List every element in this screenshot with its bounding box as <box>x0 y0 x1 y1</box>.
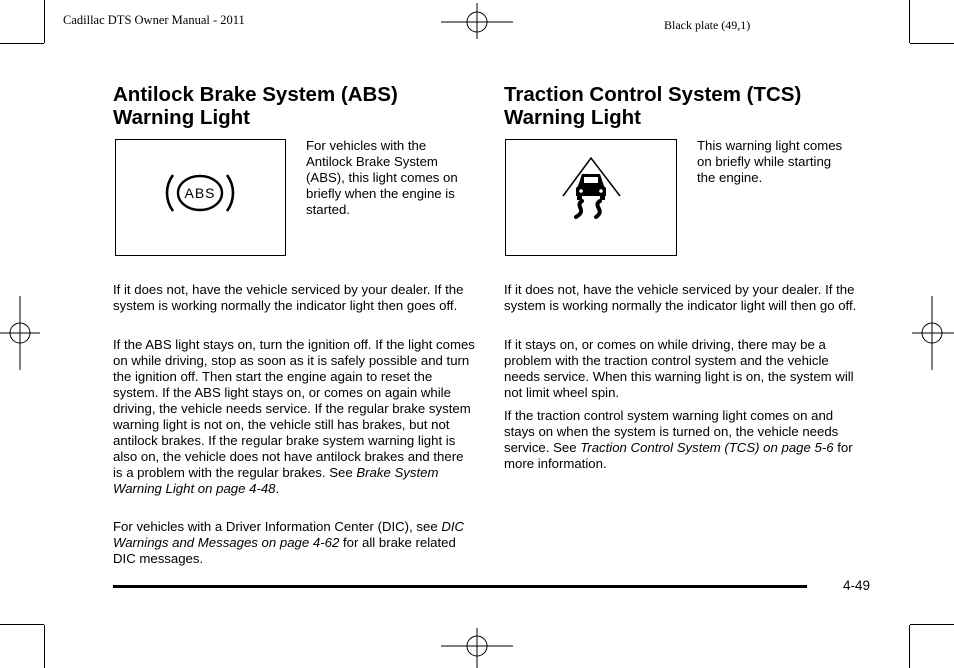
footer-rule <box>113 585 807 588</box>
crop-mark <box>909 0 910 43</box>
abs-warning-icon <box>116 140 285 255</box>
abs-paragraph-3 <box>113 519 475 567</box>
page-number: 4-49 <box>843 578 871 593</box>
tcs-paragraph-2: If it stays on, or comes on while driving, there may be a problem with the traction control system and the vehicle needs service. When this warning light is on, the system will not limit wheel spin. <box>504 337 854 400</box>
crop-mark <box>0 43 44 44</box>
header-manual-title: Cadillac DTS Owner Manual - 2011 <box>63 13 245 27</box>
registration-mark-icon <box>912 296 954 370</box>
header-plate-info: Black plate (49,1) <box>664 18 751 32</box>
abs-side-line: briefly when the engine is <box>306 186 455 201</box>
abs-icon-label: ABS <box>184 185 216 201</box>
crop-mark <box>44 625 45 668</box>
traction-control-warning-icon <box>506 140 676 255</box>
tcs-side-text <box>697 138 842 186</box>
abs-p2-end: . <box>275 481 280 496</box>
abs-side-line: Antilock Brake System <box>306 154 438 169</box>
abs-side-line: For vehicles with the <box>306 138 427 153</box>
tcs-title-line2: Warning Light <box>504 106 642 129</box>
tcs-paragraph-3 <box>504 408 866 472</box>
crop-mark <box>44 0 45 43</box>
tcs-section-title <box>504 83 801 129</box>
abs-side-line: started. <box>306 202 350 217</box>
crop-mark <box>0 624 44 625</box>
abs-section-title <box>113 83 398 129</box>
tcs-icon-box <box>505 139 677 256</box>
abs-paragraph-1: If it does not, have the vehicle serviced by your dealer. If the system is working normally the indicator light then goes off. <box>113 282 464 313</box>
crop-mark <box>909 625 910 668</box>
abs-p3-end: for all brake related DIC messages. <box>113 535 456 566</box>
abs-p2-text: If the ABS light stays on, turn the ignition off. If the light comes on while driving, stop as soon as it is safely possible and turn the ignition off. Then start the engine again to reset the system. If the ABS light stays on, or comes on again while driving, the vehicle needs service. If the regular brake system warning light is not on, the vehicle still has brakes, but not antilock brakes. If the regular brake system warning light is also on, the vehicle does not have antilock brakes and there is a problem with the regular brakes. See <box>113 337 475 480</box>
tcs-p3-text: If the traction control system warning light comes on and stays on when the system is turned on, the vehicle needs service. See <box>504 408 839 455</box>
tcs-side-line: on briefly while starting <box>697 154 832 169</box>
tcs-p3-end: for more information. <box>504 440 853 471</box>
abs-title-line1: Antilock Brake System (ABS) <box>113 83 398 106</box>
abs-paragraph-2 <box>113 337 475 497</box>
brake-system-warning-link[interactable]: Brake System Warning Light on page 4-48 <box>113 465 439 496</box>
dic-warnings-link[interactable]: DIC Warnings and Messages on page 4-62 <box>113 519 465 550</box>
tcs-side-line: the engine. <box>697 170 763 185</box>
abs-icon-box <box>115 139 286 256</box>
tcs-reference-link[interactable]: Traction Control System (TCS) on page 5-6 <box>580 440 834 455</box>
abs-title-line2: Warning Light <box>113 106 251 129</box>
registration-mark-icon <box>441 3 513 39</box>
abs-p3-text: For vehicles with a Driver Information Center (DIC), see <box>113 519 442 534</box>
crop-mark <box>910 624 954 625</box>
abs-side-text <box>306 138 458 218</box>
crop-mark <box>910 43 954 44</box>
registration-mark-icon <box>0 296 40 370</box>
tcs-title-line1: Traction Control System (TCS) <box>504 83 802 106</box>
registration-mark-icon <box>441 628 513 668</box>
abs-side-line: (ABS), this light comes on <box>306 170 458 185</box>
tcs-paragraph-1: If it does not, have the vehicle serviced by your dealer. If the system is working normally the indicator light will then go off. <box>504 282 857 313</box>
tcs-side-line: This warning light comes <box>697 138 843 153</box>
